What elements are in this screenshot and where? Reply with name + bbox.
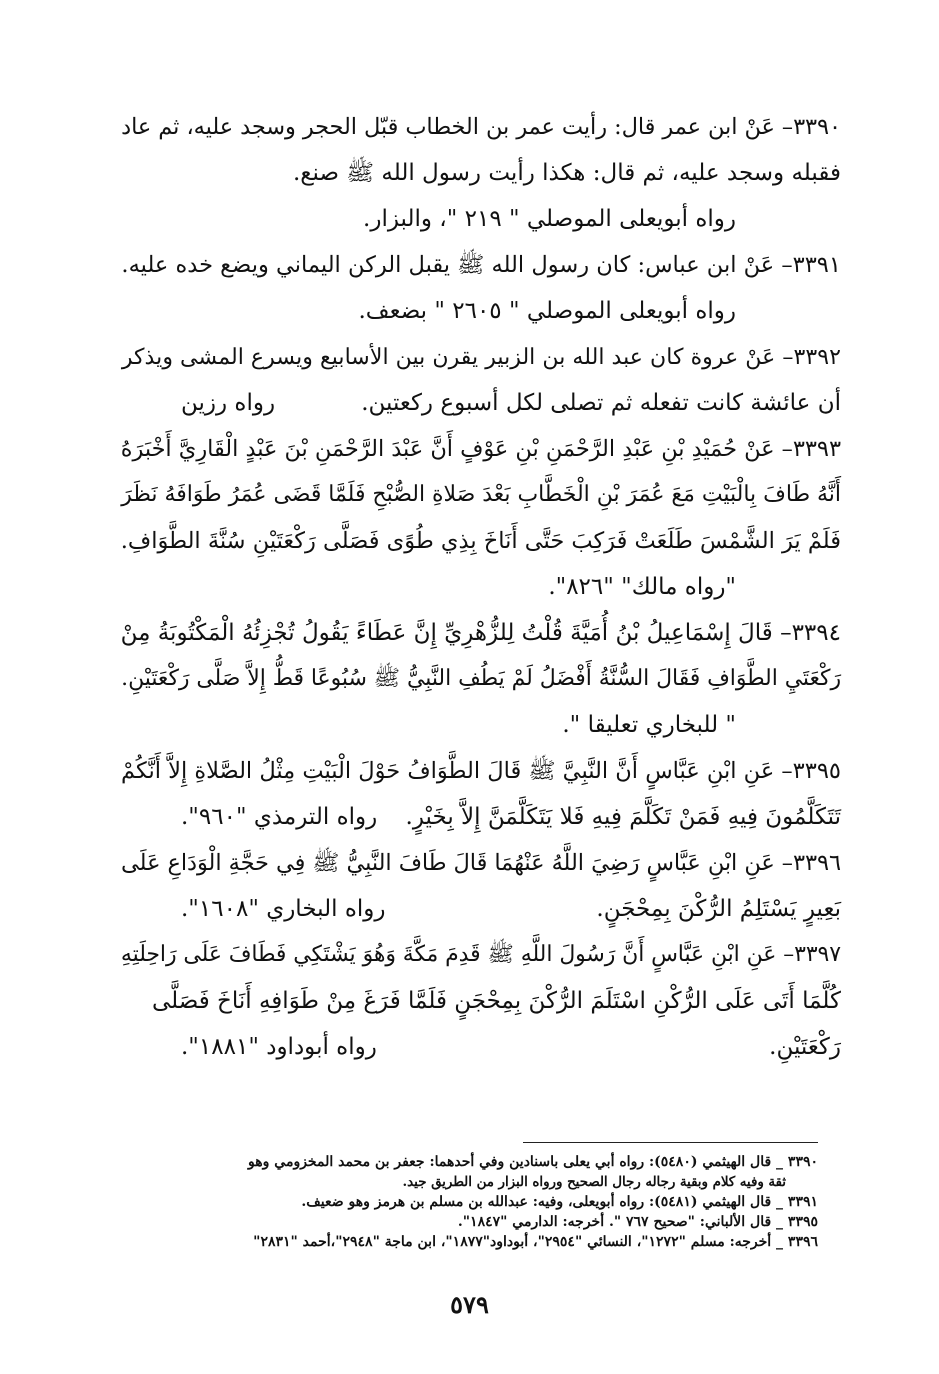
hadith-text-line: ٣٣٩٣– عَنْ حُمَيْدِ بْنِ عَبْدِ الرَّحْمَنِ بْنِ عَوْفٍ أَنَّ عَبْدَ الرَّحْمَنِ بْنَ عَبْدٍ الْقَارِيَّ أَخْبَرَهُ (120, 436, 841, 462)
hadith-text-line: فقبله وسجد عليه، ثم قال: هكذا رأيت رسول الله ﷺ صنع. (292, 160, 841, 186)
hadith-text-line: فَلَمْ يَرَ الشَّمْسَ طَلَعَتْ فَرَكِبَ حَتَّى أَنَاخَ بِذِي طُوًى فَصَلَّى رَكْعَتَيْنِ سُنَّةَ الطَّوَافِ. (120, 528, 841, 554)
hadith-text-line: رَكْعَتَيْنِ. (769, 1034, 841, 1060)
hadith-last-line (121, 380, 841, 426)
hadith-last-line (121, 886, 841, 932)
hadith-source: رواه البخاري "١٦٠٨". (181, 896, 386, 922)
hadith-text-line: أَنَّهُ طَافَ بِالْبَيْتِ مَعَ عُمَرَ بْنِ الْخَطَّابِ بَعْدَ صَلاةِ الصُّبْحِ فَلَمَّا قَضَى عُمَرُ طَوَافَهُ نَظَرَ (121, 482, 841, 507)
hadith-text-line: ٣٣٩٦– عَنِ ابْنِ عَبَّاسٍ رَضِيَ اللَّهُ عَنْهُمَا قَالَ طَافَ النَّبِيُّ ﷺ فِي حَجَّةِ الْوَدَاعِ عَلَى (121, 850, 841, 876)
footnote-line: ٣٣٩٠ _ قال الهيثمي (٥٤٨٠): رواه أبي يعلى باسنادين وفي أحدهما: جعفر بن محمد المخزومي وهو (248, 1154, 818, 1170)
footnote-line: ٣٣٩٦ _ أخرجه: مسلم "١٢٧٢"، النسائي "٢٩٥٤"، أبوداود"١٨٧٧"، ابن ماجة "٢٩٤٨"،أحمد "٢٨٣١" (253, 1234, 818, 1250)
hadith-entry (121, 426, 841, 610)
footnotes (138, 1152, 818, 1252)
hadith-source: "رواه مالك" "٨٢٦". (548, 574, 736, 600)
footnote-divider (523, 1142, 818, 1143)
footnote-line: ٣٣٩١ _ قال الهيثمي (٥٤٨١): رواه أبويعلى، وفيه: عبدالله بن مسلم بن هرمز وهو ضعيف. (301, 1194, 818, 1210)
hadith-source: رواه الترمذي "٩٦٠". (181, 804, 378, 830)
hadith-source: رواه أبوداود "١٨٨١". (181, 1034, 377, 1060)
hadith-entry (121, 610, 841, 748)
hadith-source: رواه أبويعلى الموصلي " ٢٦٠٥ " بضعف. (358, 298, 736, 324)
hadith-text-line: كُلَّمَا أَتَى عَلَى الرُّكْنِ اسْتَلَمَ الرُّكْنَ بِمِحْجَنٍ فَلَمَّا فَرَغَ مِنْ طَوَافِهِ أَنَاخَ فَصَلَّى (151, 988, 841, 1014)
page-number: ٥٧٩ (450, 1290, 489, 1319)
hadith-text-line: رَكْعَتَيِ الطَّوَافِ فَقَالَ السُّنَّةُ أَفْضَلُ لَمْ يَطُفِ النَّبِيُّ ﷺ سُبُوعًا قَطُّ إِلاَّ صَلَّى رَكْعَتَيْنِ. (121, 666, 841, 691)
hadith-text-line: ٣٣٩٧– عَنِ ابْنِ عَبَّاسٍ أَنَّ رَسُولَ اللَّهِ ﷺ قَدِمَ مَكَّةَ وَهُوَ يَشْتَكِي فَطَافَ عَلَى رَاحِلَتِهِ (120, 942, 841, 967)
hadith-text-line: ٣٣٩٥– عَنِ ابْنِ عَبَّاسٍ أَنَّ النَّبِيَّ ﷺ قَالَ الطَّوَافُ حَوْلَ الْبَيْتِ مِثْلُ الصَّلاةِ إِلاَّ أَنَّكُمْ (121, 758, 841, 784)
hadith-source: رواه أبويعلى الموصلي " ٢١٩ "، والبزار. (363, 206, 736, 232)
footnote-line: ٣٣٩٥ _ قال الألباني: "صحيح ٧٦٧ ". أخرجه: الدارمي "١٨٤٧". (457, 1214, 818, 1230)
hadith-list (121, 104, 841, 1070)
hadith-entry (121, 748, 841, 840)
hadith-text-line: ٣٣٩٤– قَالَ إِسْمَاعِيلُ بْنُ أُمَيَّةَ قُلْتُ لِلزُّهْرِيِّ إِنَّ عَطَاءً يَقُولُ تُجْزِئُهُ الْمَكْتُوبَةُ مِنْ (120, 620, 841, 646)
hadith-entry (121, 242, 841, 334)
hadith-text-line: ٣٣٩١– عَنْ ابن عباس: كان رسول الله ﷺ يقبل الركن اليماني ويضع خده عليه. (121, 252, 841, 278)
footnote-line: ثقة وفيه كلام وبقية رجاله رجال الصحيح ورواه البزار من الطريق جيد. (402, 1174, 786, 1190)
hadith-text-line: بَعِيرٍ يَسْتَلِمُ الرُّكْنَ بِمِحْجَنٍ. (596, 896, 841, 922)
hadith-text-line: أن عائشة كانت تفعله ثم تصلى لكل أسبوع ركعتين. (361, 390, 841, 416)
hadith-last-line (121, 794, 841, 840)
hadith-entry (121, 932, 841, 1070)
hadith-entry (121, 104, 841, 242)
hadith-text-line: ٣٣٩٢– عَنْ عروة كان عبد الله بن الزبير يقرن بين الأسابيع ويسرع المشى ويذكر (121, 344, 841, 370)
hadith-source: " للبخاري تعليقا ". (562, 712, 736, 738)
hadith-entry (121, 840, 841, 932)
hadith-entry (121, 334, 841, 426)
hadith-text-line: تَتَكَلَّمُونَ فِيهِ فَمَنْ تَكَلَّمَ فِيهِ فَلا يَتَكَلَّمَنَّ إِلاَّ بِخَيْرٍ. (405, 804, 841, 830)
hadith-source: رواه رزين (181, 390, 276, 416)
hadith-text-line: ٣٣٩٠– عَنْ ابن عمر قال: رأيت عمر بن الخطاب قبّل الحجر وسجد عليه، ثم عاد (121, 114, 841, 140)
hadith-last-line (121, 1024, 841, 1070)
